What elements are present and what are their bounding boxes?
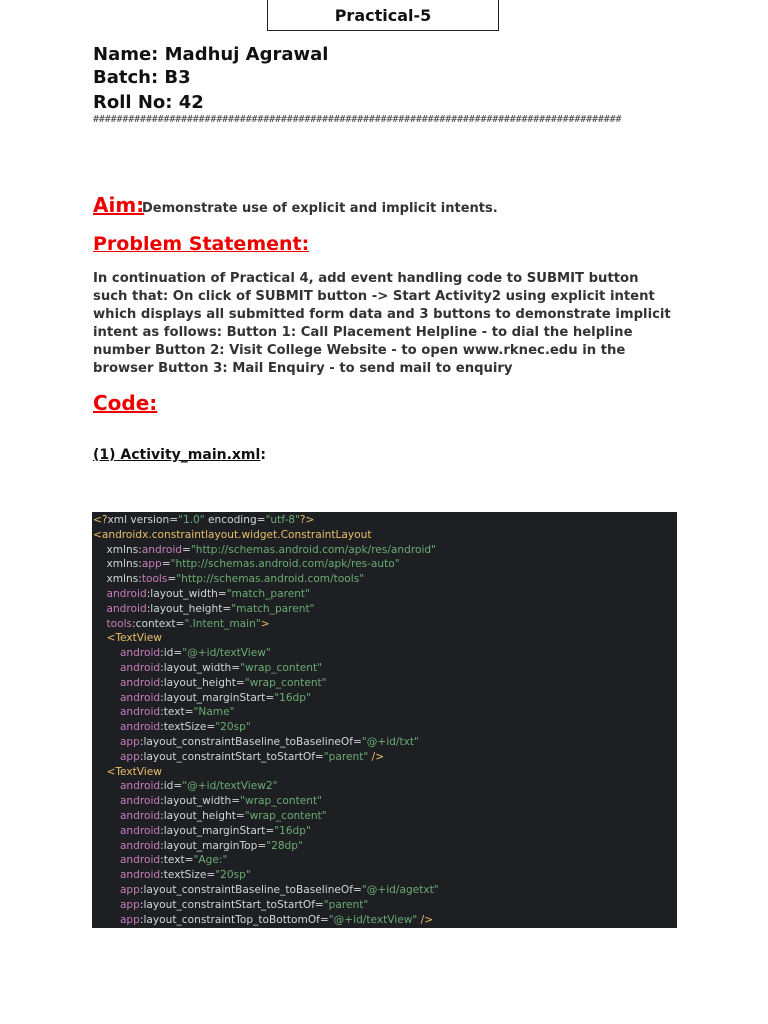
code-token: = [161, 558, 171, 571]
code-line [92, 913, 677, 928]
code-line [92, 898, 677, 913]
code-token: "@+id/textView" [328, 913, 418, 926]
code-token: xml version= [107, 514, 179, 526]
code-line [92, 720, 677, 735]
code-token: android [93, 824, 161, 837]
code-line [92, 513, 677, 528]
student-roll-number: Roll No: 42 [93, 92, 204, 113]
code-line [92, 602, 677, 617]
code-token: tools [141, 573, 168, 586]
code-token: :layout_height= [146, 602, 232, 615]
aim-text: Demonstrate use of explicit and implicit intents. [142, 201, 498, 216]
code-line [92, 794, 677, 809]
code-line [92, 809, 677, 824]
code-line [92, 779, 677, 794]
code-line [92, 528, 677, 543]
code-token: "28dp" [266, 839, 303, 852]
code-line [92, 735, 677, 750]
code-token: android [93, 839, 161, 852]
code-token: xmlns: [93, 543, 142, 556]
code-line [92, 824, 677, 839]
code-block [92, 512, 677, 928]
code-token: android [93, 780, 161, 793]
code-token: "Age:" [193, 854, 228, 867]
code-token: :textSize= [160, 721, 216, 734]
code-token: = [167, 573, 177, 586]
code-token: :id= [160, 647, 183, 660]
code-token: :layout_marginTop= [160, 839, 267, 852]
code-token: android [93, 809, 161, 822]
code-line [92, 617, 677, 632]
code-token: "utf-8" [265, 514, 300, 526]
code-token: xmlns: [93, 573, 142, 586]
code-token: :layout_constraintStart_toStartOf= [139, 750, 324, 763]
code-token: = [182, 543, 191, 556]
code-token: ".Intent_main" [184, 617, 261, 630]
code-token: <TextView [93, 632, 162, 645]
code-token: /> [417, 913, 434, 926]
code-token: "parent" [323, 898, 369, 911]
code-token: android [93, 691, 161, 704]
code-line [92, 661, 677, 676]
code-token: :layout_height= [160, 809, 245, 822]
code-token: app [141, 558, 162, 571]
code-token: <TextView [93, 765, 162, 778]
code-line [92, 587, 677, 602]
file-title-name: (1) Activity_main.xml [93, 447, 261, 463]
code-token: "Name" [193, 706, 235, 719]
problem-statement-text: In continuation of Practical 4, add event handling code to SUBMIT button such that: On click of SUBMIT button -> Start Activity2 using explicit intent which displays all submitted form data and 3 buttons to demonstrate implicit intent as follows: Button 1: Call Placement Helpline - to dial the helpline number Button 2: Visit College Website - to open www.rknec.edu in the browser Button 3: Mail Enquiry - to send mail to enquiry [93, 271, 671, 376]
code-token: :layout_width= [160, 795, 241, 808]
code-token: encoding= [204, 514, 266, 526]
student-name: Name: Madhuj Agrawal [93, 44, 329, 65]
code-token: android [93, 676, 161, 689]
code-token: android [93, 661, 161, 674]
hash-divider: ########################################################################################## [93, 114, 622, 125]
code-line [92, 883, 677, 898]
code-token: :text= [160, 854, 194, 867]
code-token: /> [368, 750, 385, 763]
code-token: android [93, 587, 147, 600]
aim-heading: Aim: [93, 193, 145, 217]
code-line [92, 691, 677, 706]
code-line [92, 572, 677, 587]
practical-title: Practical-5 [267, 0, 499, 31]
code-line [92, 557, 677, 572]
code-token: "match_parent" [231, 602, 315, 615]
code-line [92, 765, 677, 780]
code-token: "parent" [323, 750, 369, 763]
code-token: :layout_width= [160, 661, 241, 674]
code-token: xmlns: [93, 558, 142, 571]
code-token: > [260, 617, 270, 630]
code-token: "1.0" [178, 514, 205, 526]
code-token: :id= [160, 780, 183, 793]
code-token: :layout_height= [160, 676, 245, 689]
code-token: "@+id/textView2" [182, 780, 278, 793]
code-token: "http://schemas.android.com/tools" [176, 573, 365, 586]
code-line [92, 676, 677, 691]
code-token: app [93, 750, 140, 763]
code-token: "@+id/agetxt" [361, 883, 439, 896]
code-token: "16dp" [274, 824, 311, 837]
code-token: "@+id/textView" [182, 647, 271, 660]
code-line [92, 543, 677, 558]
code-token: "16dp" [274, 691, 311, 704]
code-token: android [93, 647, 161, 660]
student-batch: Batch: B3 [93, 67, 191, 88]
code-token: :layout_width= [146, 587, 227, 600]
code-token: :layout_constraintBaseline_toBaselineOf= [139, 735, 362, 748]
code-token: ?> [299, 514, 315, 526]
code-token: "20sp" [215, 721, 251, 734]
code-token: :layout_marginStart= [160, 691, 275, 704]
code-token: android [93, 721, 161, 734]
code-line [92, 853, 677, 868]
code-token: :layout_constraintStart_toStartOf= [139, 898, 324, 911]
code-heading: Code: [93, 391, 158, 415]
code-line [92, 868, 677, 883]
code-token: android [93, 795, 161, 808]
code-token: android [93, 854, 161, 867]
file-title [93, 447, 266, 463]
code-token: app [93, 735, 140, 748]
code-token: :layout_constraintBaseline_toBaselineOf= [139, 883, 362, 896]
code-line [92, 705, 677, 720]
code-token: android [141, 543, 183, 556]
code-line [92, 750, 677, 765]
code-token: "http://schemas.android.com/apk/res-auto" [170, 558, 400, 571]
code-token: <androidx.constraintlayout.widget.ConstraintLayout [93, 528, 372, 541]
code-token: "wrap_content" [240, 795, 322, 808]
code-token: app [93, 898, 140, 911]
code-token: :text= [160, 706, 194, 719]
code-token: android [93, 706, 161, 719]
code-line [92, 646, 677, 661]
code-token: app [93, 883, 140, 896]
code-token: "wrap_content" [240, 661, 322, 674]
code-token: <? [93, 514, 108, 526]
code-token: :layout_constraintTop_toBottomOf= [139, 913, 329, 926]
code-token: :layout_marginStart= [160, 824, 275, 837]
code-line [92, 839, 677, 854]
code-token: :context= [132, 617, 185, 630]
code-token: "@+id/txt" [361, 735, 419, 748]
code-token: "http://schemas.android.com/apk/res/android" [190, 543, 436, 556]
code-token: android [93, 869, 161, 882]
problem-statement-heading: Problem Statement: [93, 233, 310, 255]
code-token: tools [93, 617, 133, 630]
code-token: :textSize= [160, 869, 216, 882]
code-token: "wrap_content" [244, 809, 327, 822]
code-token: "match_parent" [226, 587, 310, 600]
code-token: android [93, 602, 147, 615]
code-token: "wrap_content" [244, 676, 327, 689]
code-line [92, 631, 677, 646]
code-token: "20sp" [215, 869, 251, 882]
file-title-colon: : [260, 447, 266, 463]
code-token: app [93, 913, 140, 926]
